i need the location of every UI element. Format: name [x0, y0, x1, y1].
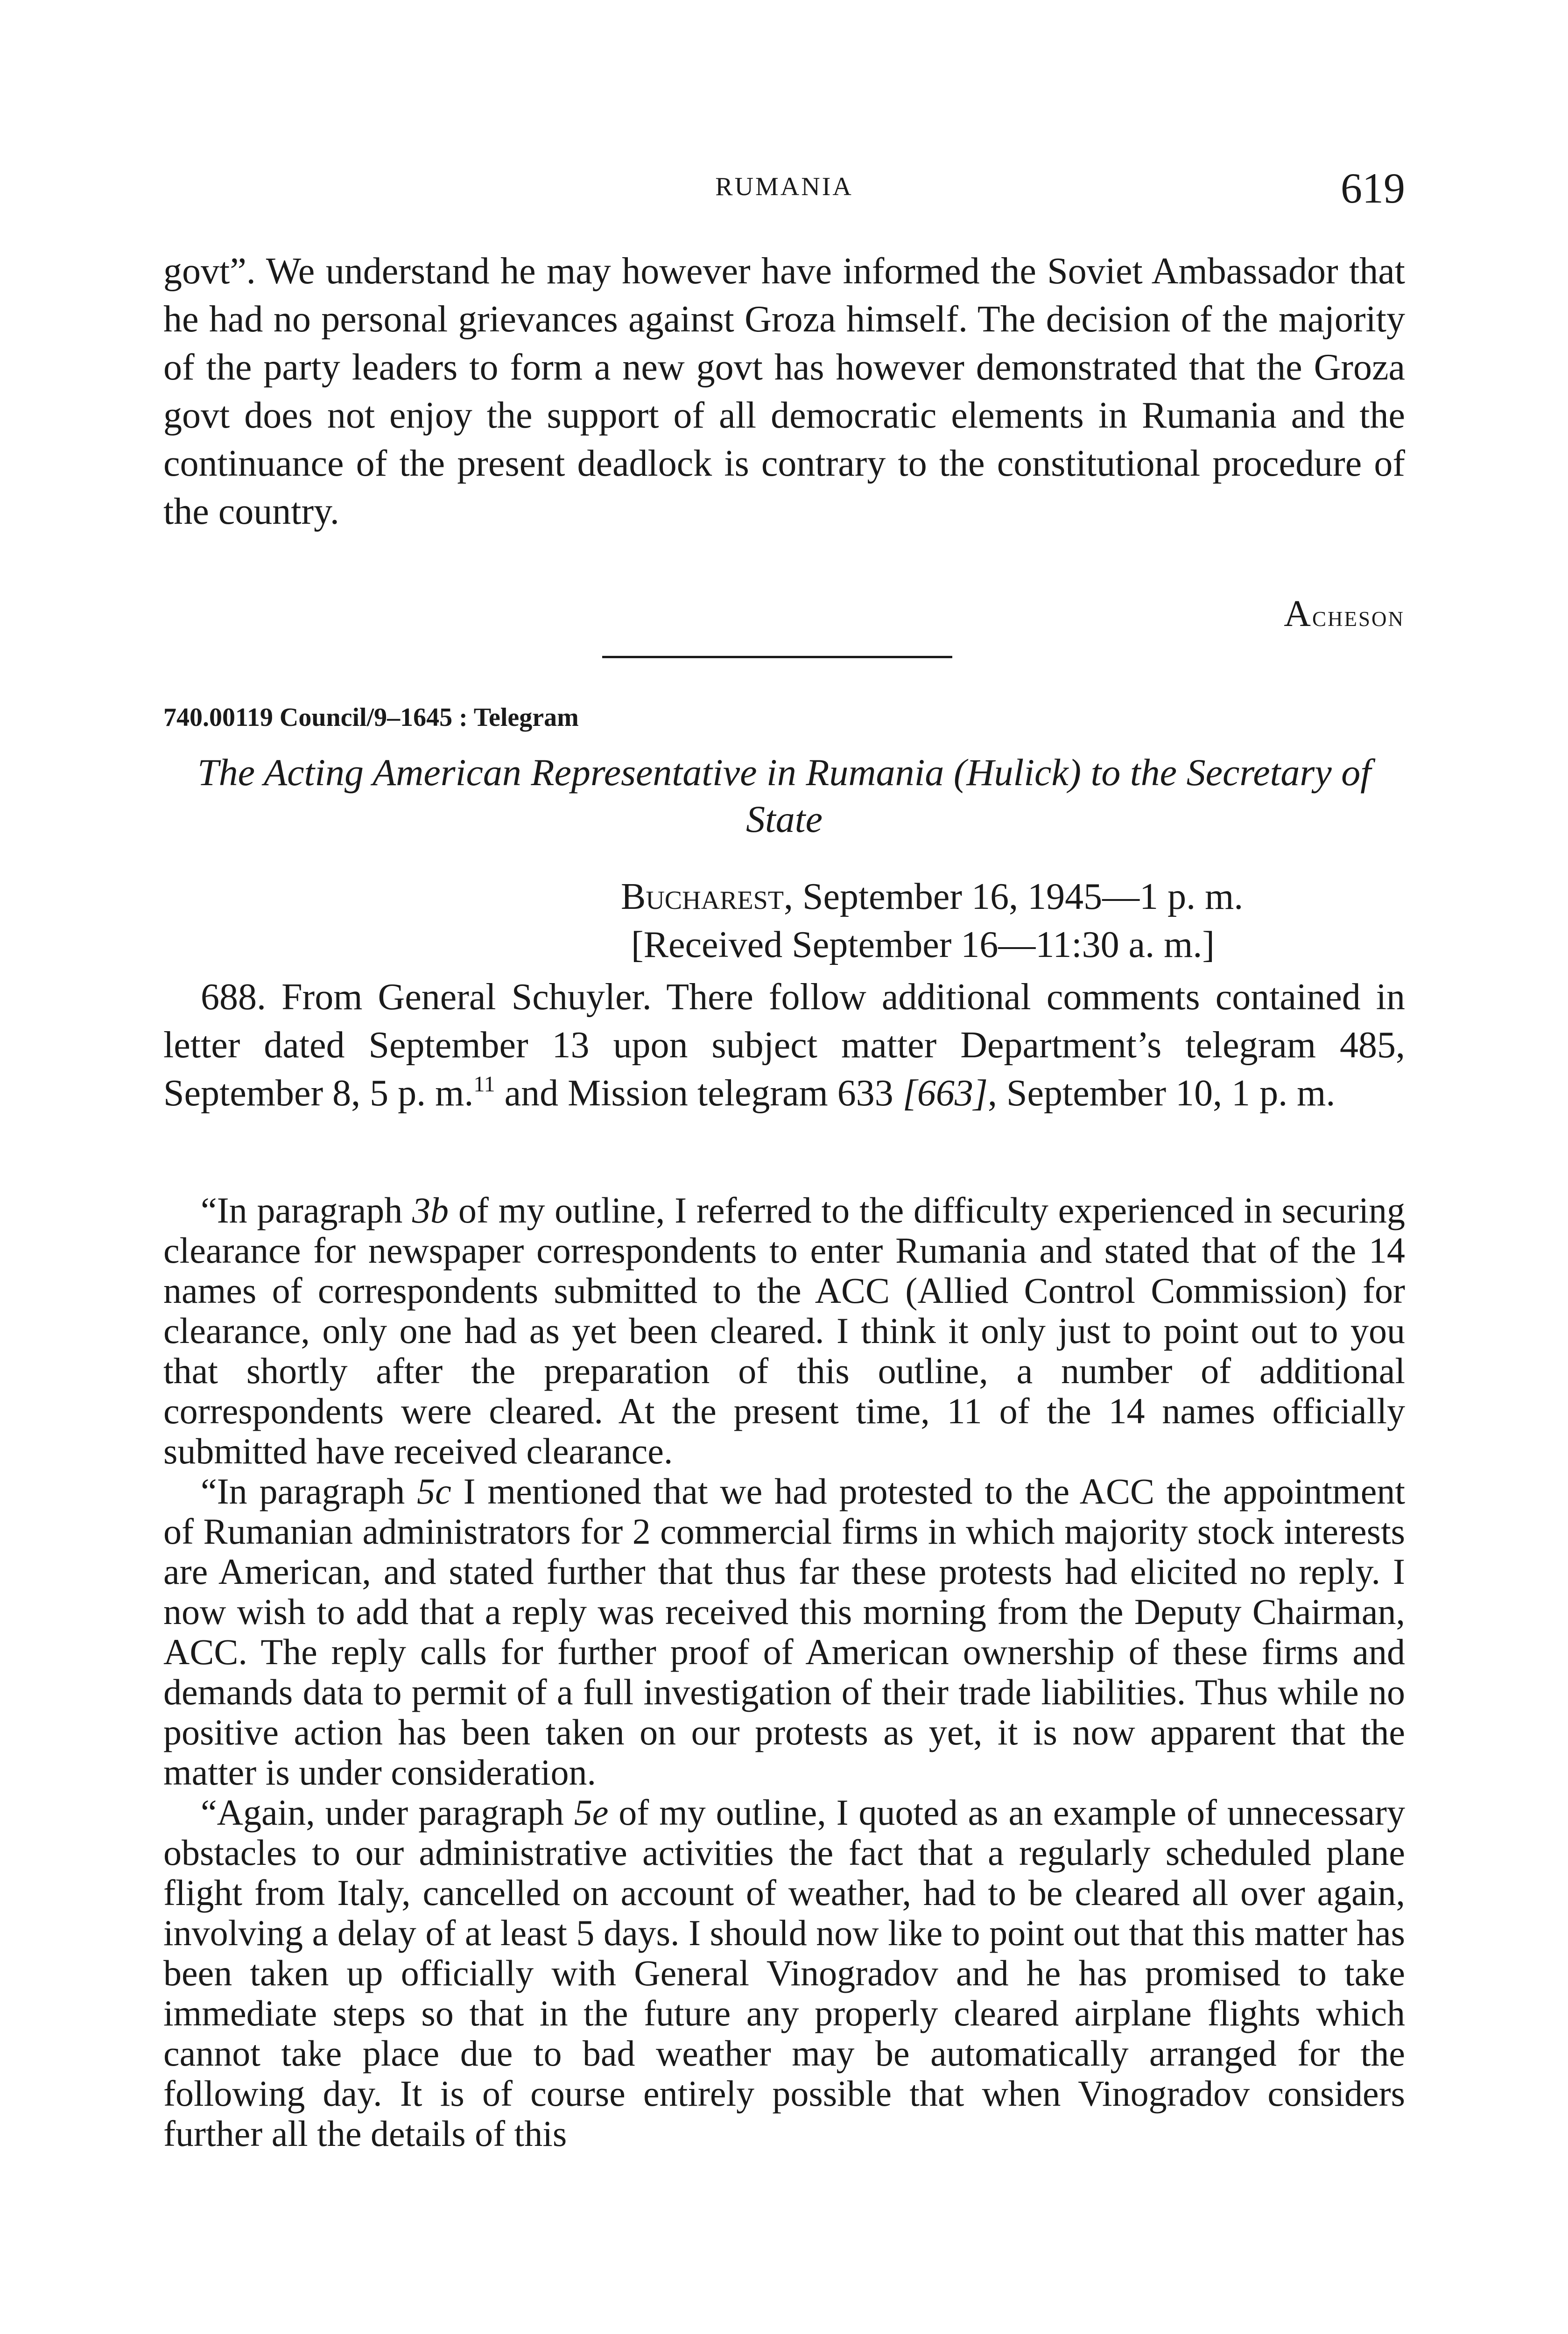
dateline — [621, 873, 1243, 969]
signature — [1284, 593, 1405, 635]
continuation-paragraph — [163, 247, 1405, 536]
telegram-number-correction: [663] — [902, 1073, 988, 1114]
page-number: 619 — [1341, 164, 1405, 212]
dateline-sent — [621, 873, 1243, 921]
paragraph-text: “In paragraph — [201, 1471, 417, 1511]
page-header — [163, 163, 1405, 215]
running-head: RUMANIA — [715, 172, 853, 201]
section-divider — [602, 656, 952, 658]
signature-rest: cheson — [1312, 599, 1405, 633]
quoted-paragraph — [163, 1471, 1405, 1793]
paragraph-text: “Again, under paragraph — [201, 1792, 574, 1833]
footnote-reference[interactable]: 11 — [473, 1072, 495, 1097]
paragraph-reference: 5e — [574, 1792, 609, 1833]
file-reference: 740.00119 Council/9–1645 : Telegram — [163, 703, 579, 732]
intro-text: 688. From General Schuyler. There follow additional comments contained in letter dated September 13 upon subject matter Department’s telegram 485, September 8, 5 p. m. — [163, 977, 1405, 1114]
dateline-place: Bucharest — [621, 876, 784, 917]
quoted-letter — [163, 1190, 1405, 2154]
paragraph-text: “In paragraph — [201, 1190, 413, 1230]
dateline-date: , September 16, 1945—1 p. m. — [783, 876, 1244, 917]
signature-initial: A — [1284, 593, 1312, 634]
paragraph-text: of my outline, I quoted as an example of unnecessary obstacles to our administrative activities the fact that a regularly scheduled plane flight from Italy, cancelled on account of weather, had to be cleared all over again, involving a delay of at least 5 days. I should now like to point out that this matter has been taken up officially with General Vinogradov and he has promised to take immediate steps so that in the future any properly cleared airplane flights which cannot take place due to bad weather may be automatically arranged for the following day. It is of course entirely possible that when Vinogradov considers further all the details of this — [163, 1792, 1405, 2154]
dateline-received: [Received September 16—11:30 a. m.] — [631, 924, 1215, 965]
paragraph-reference: 5c — [417, 1471, 451, 1511]
paragraph-reference: 3b — [412, 1190, 449, 1230]
intro-text-end: , September 10, 1 p. m. — [988, 1073, 1336, 1114]
continuation-text: govt”. We understand he may however have informed the Soviet Ambassador that he had no personal grievances against Groza himself. The decision of the majority of the party leaders to form a new govt has however demonstrated that the Groza govt does not enjoy the support of all democratic elements in Rumania and the continuance of the present deadlock is contrary to the constitutional procedure of the country. — [163, 251, 1405, 532]
telegram-intro — [163, 973, 1405, 1118]
document-title: The Acting American Representative in Rumania (Hulick) to the Secretary of State — [197, 751, 1371, 840]
paragraph-text: I mentioned that we had protested to the ACC the appointment of Rumanian administrators for 2 commercial firms in which majority stock interests are American, and stated further that thus far these protests had elicited no reply. I now wish to add that a reply was received this morning from the Deputy Chairman, ACC. The reply calls for further proof of American ownership of these firms and demands data to permit of a full investigation of their trade liabilities. Thus while no positive action has been taken on our protests as yet, it is now apparent that the matter is under consideration. — [163, 1471, 1405, 1793]
paragraph-text: of my outline, I referred to the difficulty experienced in securing clearance for newspaper correspondents to enter Rumania and stated that of the 14 names of correspondents submitted to the ACC (Allied Control Commission) for clearance, only one had as yet been cleared. I think it only just to point out to you that shortly after the preparation of this outline, a number of additional correspondents were cleared. At the present time, 11 of the 14 names officially submitted have received clearance. — [163, 1190, 1405, 1471]
intro-paragraph — [163, 973, 1405, 1118]
quoted-paragraph — [163, 1190, 1405, 1471]
quoted-paragraph — [163, 1793, 1405, 2154]
intro-text-continued: and Mission telegram 633 — [495, 1073, 903, 1114]
